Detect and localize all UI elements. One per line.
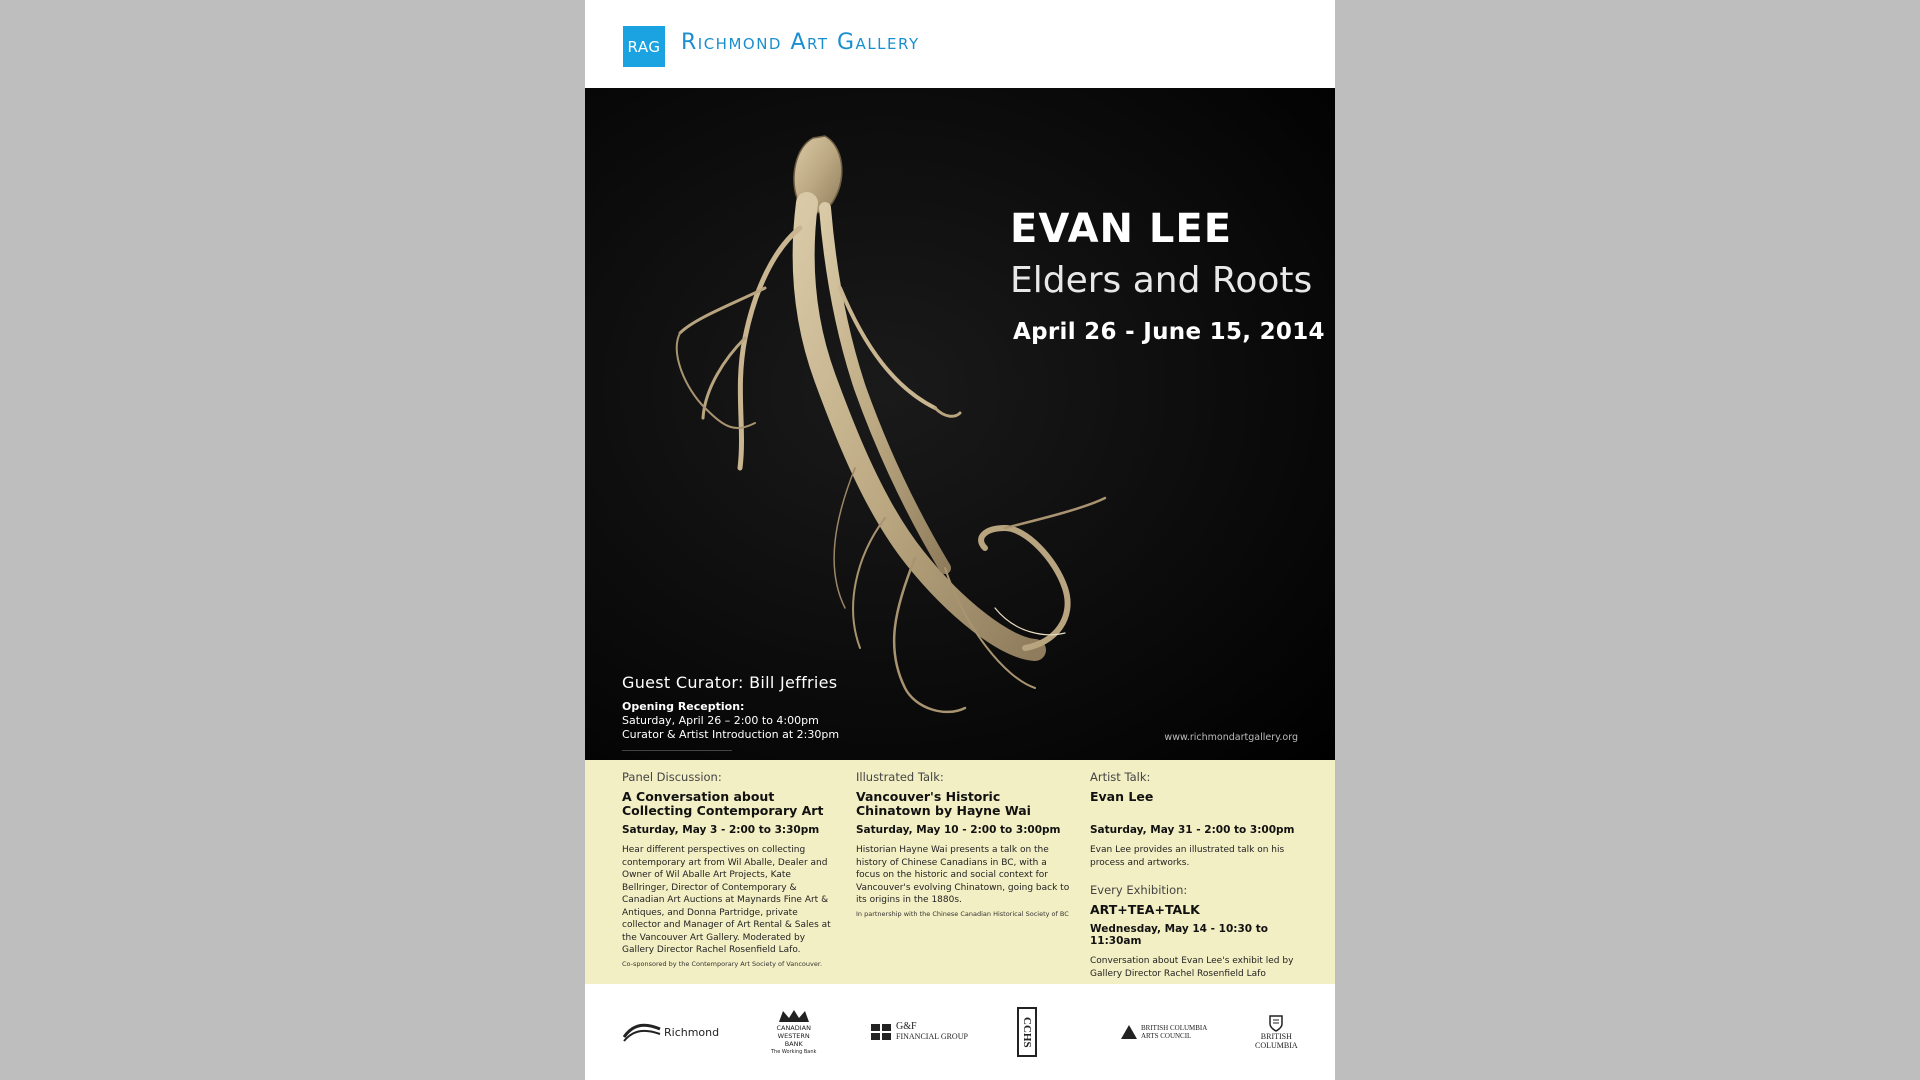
event-title: Evan Lee <box>1090 789 1154 804</box>
bc-line2: COLUMBIA <box>1255 1041 1298 1050</box>
cwb-line1: CANADIAN <box>776 1024 811 1032</box>
gf-line2: FINANCIAL GROUP <box>896 1032 968 1041</box>
richmond-wave-icon <box>622 1019 662 1045</box>
event-type: Illustrated Talk: <box>856 770 944 784</box>
event-title: Vancouver's Historic Chinatown by Hayne Wai <box>856 789 1031 818</box>
hero-image <box>585 88 1335 760</box>
events-band <box>585 760 1335 984</box>
guest-curator: Guest Curator: Bill Jeffries <box>622 673 838 692</box>
triangle-icon <box>1120 1024 1138 1040</box>
website-link[interactable]: www.richmondartgallery.org <box>1164 732 1298 743</box>
event-description: Historian Hayne Wai presents a talk on the history of Chinese Canadians in BC, with a focus on the historic and social context for Vancouver's evolving Chinatown, going back to its origins in the 1880s. <box>856 845 1070 905</box>
event-date: Saturday, May 10 - 2:00 to 3:00pm <box>856 824 1061 836</box>
rag-logo: RAG <box>623 26 665 67</box>
event-description: Evan Lee provides an illustrated talk on his process and artworks. <box>1090 845 1285 868</box>
cchs-logo <box>1017 1004 1037 1060</box>
event-title: ART+TEA+TALK <box>1090 902 1200 917</box>
sponsors-bar <box>585 984 1335 1080</box>
artist-talk <box>1090 770 1305 980</box>
artist-name: EVAN LEE <box>1010 206 1233 252</box>
richmond-text: Richmond <box>664 1025 720 1039</box>
cwb-logo <box>771 1004 816 1060</box>
gf-logo <box>870 1004 968 1060</box>
gallery-name: Richmond Art Gallery <box>681 30 920 55</box>
cwb-line3: BANK <box>784 1040 803 1048</box>
illustrated-talk <box>856 770 1071 918</box>
divider <box>622 750 732 751</box>
reception-date: Saturday, April 26 – 2:00 to 4:00pm <box>622 714 819 727</box>
event-description: Conversation about Evan Lee's exhibit led by Gallery Director Rachel Rosenfield Lafo <box>1090 956 1294 979</box>
event-description: Hear different perspectives on collecting contemporary art from Wil Aballe, Dealer and Owner of Wil Aballe Art Projects, Kate Bellringer, Director of Contemporary & Canadian Art Auctions at Maynards Fine Art & Antiques, and Donna Partridge, private collector and Manager of Art Rental & Sales at the Vancouver Art Gallery. Moderated by Gallery Director Rachel Rosenfield Lafo. <box>622 845 831 955</box>
gf-mark-icon <box>870 1022 894 1042</box>
poster-header <box>585 0 1335 88</box>
cchs-mark: CCHS <box>1017 1007 1037 1057</box>
event-type: Artist Talk: <box>1090 770 1151 784</box>
event-date: Saturday, May 31 - 2:00 to 3:00pm <box>1090 824 1295 836</box>
exhibition-title: Elders and Roots <box>1010 260 1313 301</box>
exhibition-poster <box>585 0 1335 1080</box>
bcac-line1: BRITISH COLUMBIA <box>1141 1024 1208 1032</box>
richmond-logo <box>622 1004 719 1060</box>
reception-label: Opening Reception: <box>622 700 745 713</box>
cwb-line2: WESTERN <box>777 1032 810 1040</box>
bcac-line2: ARTS COUNCIL <box>1141 1032 1192 1040</box>
crown-icon <box>777 1008 811 1024</box>
reception-intro: Curator & Artist Introduction at 2:30pm <box>622 728 840 741</box>
every-exhibition <box>1090 883 1305 980</box>
bcac-logo <box>1120 1004 1207 1060</box>
bc-logo <box>1255 1004 1298 1060</box>
opening-reception <box>622 700 839 742</box>
event-note: Co-sponsored by the Contemporary Art Society of Vancouver. <box>622 959 823 968</box>
event-type: Every Exhibition: <box>1090 883 1188 897</box>
crest-icon <box>1267 1014 1285 1032</box>
event-type: Panel Discussion: <box>622 770 722 784</box>
ginseng-root-image <box>585 88 1335 760</box>
bc-line1: BRITISH <box>1260 1032 1292 1041</box>
cwb-tagline: The Working Bank <box>771 1049 817 1055</box>
event-date: Saturday, May 3 - 2:00 to 3:30pm <box>622 824 820 836</box>
gf-line1: G&F <box>896 1021 917 1032</box>
exhibition-dates: April 26 - June 15, 2014 <box>1013 319 1325 345</box>
event-note: In partnership with the Chinese Canadian Historical Society of BC <box>856 909 1069 918</box>
panel-discussion <box>622 770 837 968</box>
event-date: Wednesday, May 14 - 10:30 to 11:30am <box>1090 923 1268 947</box>
event-title: A Conversation about Collecting Contemporary Art <box>622 789 824 818</box>
